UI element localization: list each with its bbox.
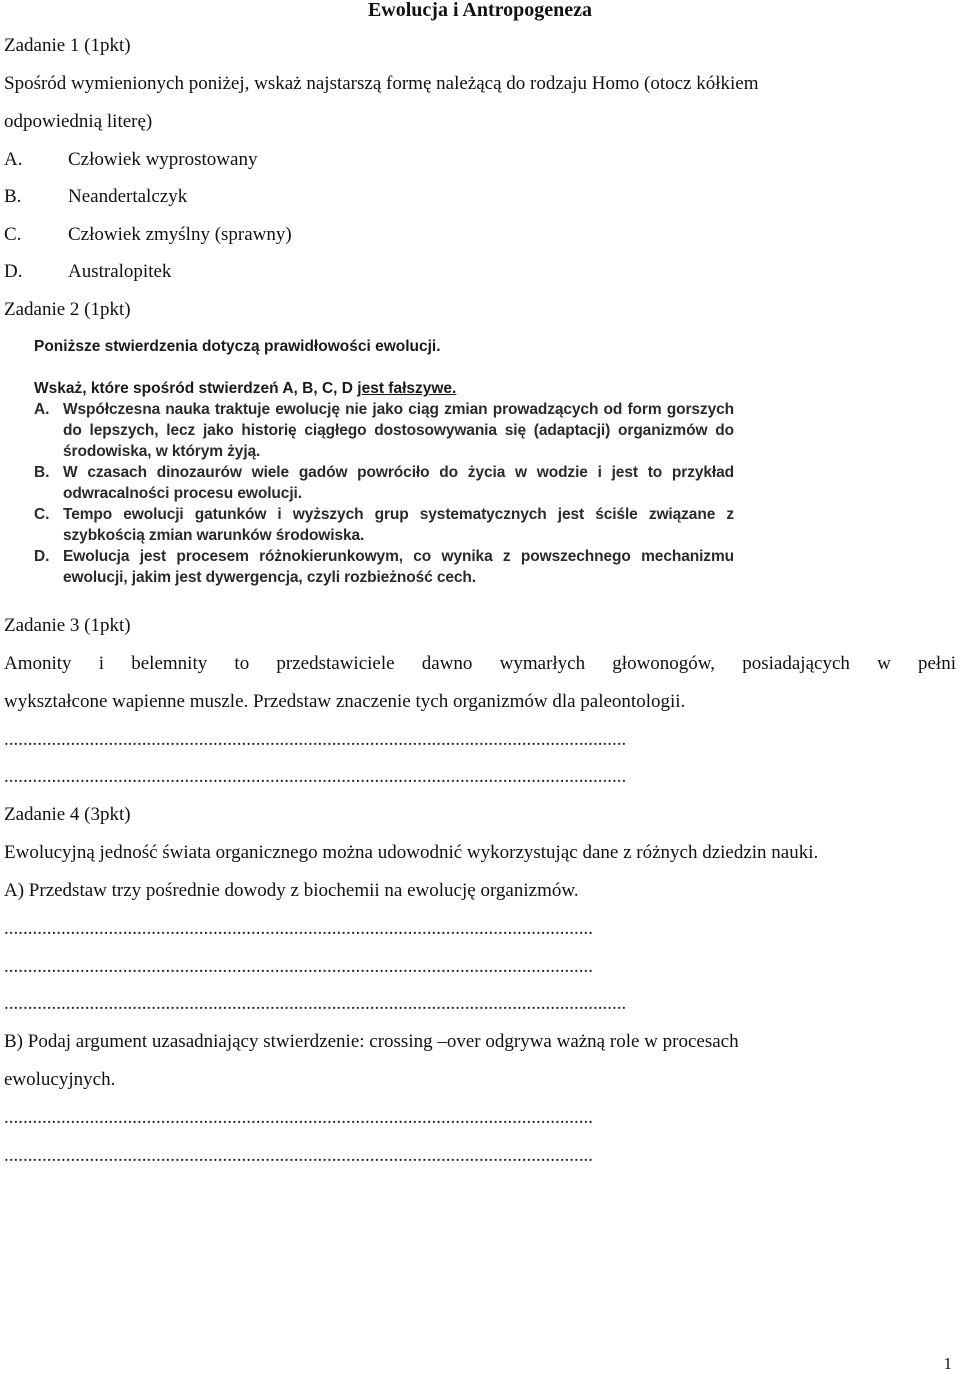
task3-text-line1: Amonity i belemnity to przedstawiciele dawno wymarłych głowonogów, posiadających w pełni <box>4 653 956 674</box>
option-text: Neandertalczyk <box>68 186 188 207</box>
task2-instruction <box>34 378 734 399</box>
statement-letter: D. <box>34 548 50 565</box>
task4-part-b-line2: ewolucyjnych. <box>4 1069 116 1090</box>
task2-scanned-excerpt <box>34 336 734 588</box>
option-text: Człowiek wyprostowany <box>68 149 258 170</box>
task4-part-b-answer-line[interactable]: ............................................................................................................................ <box>4 1145 593 1166</box>
task2-instruction-underlined: jest fałszywe. <box>357 380 457 397</box>
statement-text: W czasach dinozaurów wiele gadów powróciło do życia w wodzie i jest to przykład odwracalności procesu ewolucji. <box>63 464 734 502</box>
task4-part-a: A) Przedstaw trzy pośrednie dowody z biochemii na ewolucję organizmów. <box>4 880 579 901</box>
task4-part-a-answer-line[interactable]: ............................................................................................................................ <box>4 918 593 939</box>
option-text: Australopitek <box>68 261 172 282</box>
document-title: Ewolucja i Antropogeneza <box>367 0 593 21</box>
option-letter: C. <box>4 224 22 245</box>
task4-heading: Zadanie 4 (3pkt) <box>4 804 131 825</box>
task1-option-c[interactable] <box>4 223 292 247</box>
task2-heading: Zadanie 2 (1pkt) <box>4 299 131 320</box>
task3-answer-line[interactable]: ................................................................................................................................... <box>4 766 627 787</box>
task1-heading: Zadanie 1 (1pkt) <box>4 35 131 56</box>
task4-part-a-answer-line[interactable]: ............................................................................................................................ <box>4 956 593 977</box>
task4-part-b-answer-line[interactable]: ............................................................................................................................ <box>4 1107 593 1128</box>
statement-text: Ewolucja jest procesem różnokierunkowym, co wynika z powszechnego mechanizmu ewolucji, jakim jest dywergencja, czyli rozbieżność cech. <box>63 548 734 586</box>
task4-part-a-answer-line[interactable]: ................................................................................................................................... <box>4 993 627 1014</box>
option-letter: A. <box>4 149 23 170</box>
task3-text-line2: wykształcone wapienne muszle. Przedstaw znaczenie tych organizmów dla paleontologii. <box>4 691 686 712</box>
option-letter: D. <box>4 261 23 282</box>
task2-statement-c <box>34 504 734 546</box>
task2-instruction-prefix: Wskaż, które spośród stwierdzeń A, B, C, D <box>34 380 358 397</box>
task1-option-d[interactable] <box>4 260 171 284</box>
task2-statement-d <box>34 546 734 588</box>
statement-letter: B. <box>34 464 50 481</box>
task3-heading: Zadanie 3 (1pkt) <box>4 615 131 636</box>
statement-letter: A. <box>34 401 50 418</box>
task1-option-b[interactable] <box>4 185 187 209</box>
statement-letter: C. <box>34 506 50 523</box>
option-letter: B. <box>4 186 22 207</box>
task4-intro: Ewolucyjną jedność świata organicznego można udowodnić wykorzystując dane z różnych dziedzin nauki. <box>4 842 819 863</box>
statement-text: Tempo ewolucji gatunków i wyższych grup systematycznych jest ściśle związane z szybkością zmian warunków środowiska. <box>63 506 734 544</box>
task2-statement-a <box>34 399 734 462</box>
task1-option-a[interactable] <box>4 148 257 172</box>
page-number: 1 <box>943 1354 952 1373</box>
task1-question-line2: odpowiednią literę) <box>4 111 153 132</box>
statement-text: Współczesna nauka traktuje ewolucję nie jako ciąg zmian prowadzących od form gorszych do lepszych, lecz jako historię ciągłego dostosowywania się (adaptacji) organizmów do środowiska, w którym żyją. <box>63 401 734 460</box>
task1-question-line1: Spośród wymienionych poniżej, wskaż najstarszą formę należącą do rodzaju Homo (otocz kółkiem <box>4 73 759 94</box>
option-text: Człowiek zmyślny (sprawny) <box>68 224 292 245</box>
task3-answer-line[interactable]: ................................................................................................................................... <box>4 729 627 750</box>
task2-statement-b <box>34 462 734 504</box>
task2-intro: Poniższe stwierdzenia dotyczą prawidłowości ewolucji. <box>34 338 441 355</box>
task4-part-b-line1: B) Podaj argument uzasadniający stwierdzenie: crossing –over odgrywa ważną role w procesach <box>4 1031 739 1052</box>
